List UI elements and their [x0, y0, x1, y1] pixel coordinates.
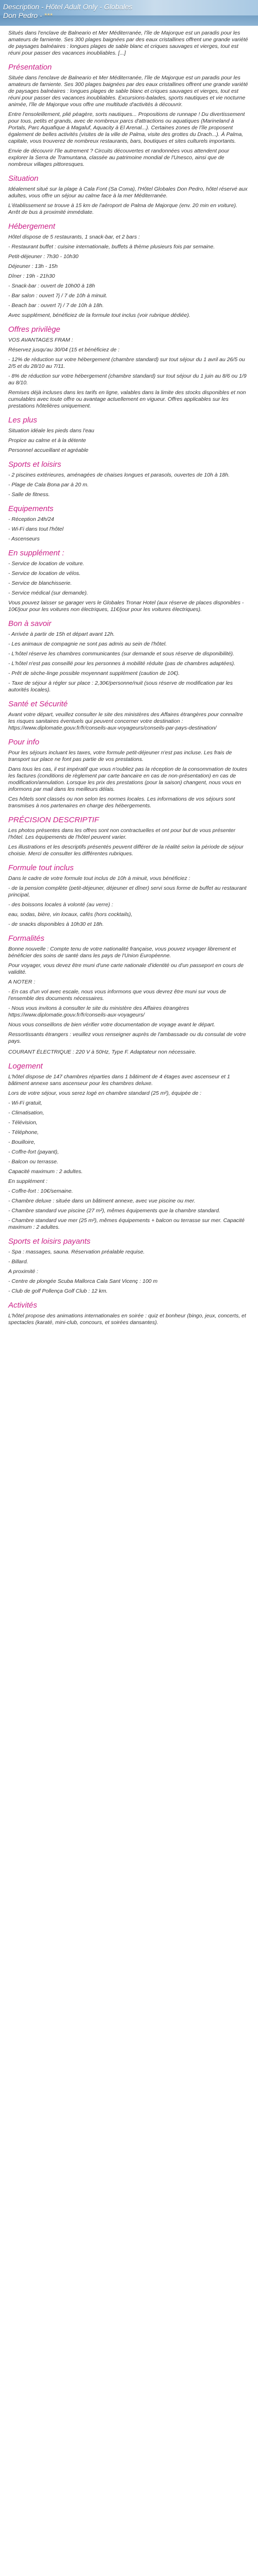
section-heading: PRÉCISION DESCRIPTIF [8, 816, 99, 824]
section-paragraph: - Les animaux de compagnie ne sont pas admis au sein de l'hôtel. [8, 641, 167, 647]
section-heading: Logement [8, 1062, 43, 1071]
section-plus [8, 416, 250, 454]
section-paragraph: Déjeuner : 13h - 15h [8, 263, 58, 269]
section-presentation [8, 63, 250, 168]
section-paragraph: Situation idéale les pieds dans l'eau [8, 428, 94, 434]
section-equipements [8, 504, 250, 543]
section-paragraph: Remises déjà incluses dans les tarifs en ligne, valables dans la limite des stocks disponibles et non cumulables avec toute offre ou avantage actuellement en vigueur. Offres applicables sur les prestations hôtelières uniquement. [8, 389, 246, 409]
section-formalites [8, 934, 250, 1045]
section-heading: En supplément : [8, 549, 64, 557]
section-paragraph: - 8% de réduction sur votre hébergement (chambre standard) sur tout séjour du 1 juin au 8/6 ou 1/9 au 8/10. [8, 373, 247, 386]
section-paragraph: - Télévision, [8, 1120, 38, 1126]
section-paragraph: - Beach bar : ouvert 7j / 7 de 10h à 18h. [8, 302, 104, 309]
section-paragraph: - Coffre-fort : 10€/semaine. [8, 1188, 73, 1194]
section-paragraph: Petit-déjeuner : 7h30 - 10h30 [8, 253, 79, 260]
section-paragraph: - Centre de plongée Scuba Mallorca Cala Sant Vicenç : 100 m [8, 1278, 158, 1284]
section-paragraph: - Prêt de sèche-linge possible moyennant supplément (caution de 10€). [8, 670, 180, 676]
section-paragraph: A proximité : [8, 1268, 38, 1275]
section-paragraph: Envie de découvrir l'île autrement ? Circuits découvertes et randonnées vous attendent pour explorer la Serra de Tramuntana, classée au patrimoine mondial de l'Unesco, ainsi que de nombreux villages pittoresques. [8, 148, 230, 167]
section-paragraph: VOS AVANTAGES FRAM : [8, 337, 73, 343]
section-paragraph: - Chambre standard vue piscine (27 m²), mêmes équipements que la chambre standard. [8, 1208, 220, 1214]
section-heading: Santé et Sécurité [8, 700, 68, 708]
hero-banner [0, 0, 258, 26]
hotel-title-line1: Description - Hôtel Adult Only - Globales [3, 3, 133, 11]
section-paragraph: Capacité maximum : 2 adultes. [8, 1168, 83, 1175]
section-paragraph: Ressortissants étrangers : veuillez vous renseigner auprès de l'ambassade ou du consulat de votre pays. [8, 1031, 246, 1044]
section-paragraph: Vous pouvez laisser se garager vers le Globales Tronar Hotel (aux réserve de places disponibles - 10€/jour pour les voitures non électriques, 11€/jour pour les voitures électriques). [8, 600, 244, 613]
section-paragraph: Les photos présentes dans les offres sont non contractuelles et ont pour but de vous présenter l'hôtel. Les équipements de l'hôtel peuvent varier. [8, 827, 236, 840]
section-paragraph: Idéalement situé sur la plage à Cala Font (Sa Coma), l'Hôtel Globales Don Pedro, hôtel réservé aux adultes, vous offre un séjour au calme face à la mer Méditerranée. [8, 186, 248, 199]
section-paragraph: Ces hôtels sont classés ou non selon les normes locales. Les informations de vos séjours sont transmises à nos partenaires en charge des hébergements. [8, 796, 235, 809]
section-paragraph: Réservez jusqu'au 30/04 (15 et bénéficiez de : [8, 347, 120, 353]
section-heading: Situation [8, 174, 39, 183]
section-paragraph: - L'hôtel n'est pas conseillé pour les personnes à mobilité réduite (pas de chambres adaptées). [8, 660, 236, 667]
section-activites [8, 1301, 250, 1326]
section-heading: Pour info [8, 738, 40, 747]
section-paragraph: - Nous vous invitons à consulter le site du ministère des Affaires étrangères https://www.diplomatie.gouv.fr/fr/conseils-aux-voyageurs/ [8, 1005, 189, 1018]
section-sports2 [8, 1237, 250, 1295]
section-paragraph: - Réception 24h/24 [8, 516, 54, 522]
intro-text: Situés dans l'enclave de Balneario et Mer Méditerranée, l'île de Majorque est un paradis pour les amateurs de farniente. Ses 300 plages baignées par des eaux cristallines offrent une grande variété de paysages balnéaires : longues plages de sable blanc et criques sauvages et vierges, tout est réuni pour passer des vacances inoubliables. [...] [8, 30, 248, 56]
section-paragraph: Hôtel dispose de 5 restaurants, 1 snack-bar, et 2 bars : [8, 234, 140, 240]
section-paragraph: - Climatisation, [8, 1110, 44, 1116]
section-paragraph: - Bar salon : ouvert 7j / 7 de 10h à minuit. [8, 293, 108, 299]
section-paragraph: - Service de location de voiture. [8, 561, 85, 567]
section-paragraph: - Wi-Fi gratuit, [8, 1100, 42, 1106]
section-pour-info [8, 738, 250, 809]
hotel-title [3, 3, 133, 20]
section-paragraph: COURANT ÉLECTRIQUE : 220 V à 50Hz, Type F. Adaptateur non nécessaire. [8, 1049, 197, 1055]
section-offres [8, 325, 250, 410]
section-paragraph: Entre l'ensoleillement, plié péagère, sorts nautiques... Propositions de runnape ! Du divertissement pour tous, petits et grands, avec de nombreux parcs d'attractions ou aquatiques (Marineland à Portals, Parc Aquafique à Magaluf, Aquacity à El Arenal...). Certaines zones de l'île proposent également de belles activités (visites de la ville de Palma, visite des grottes du Drach...). À Palma, capitale, vous trouverez de nombreux restaurants, bars, boutiques et sites culturels importants. [8, 111, 245, 144]
section-paragraph: A NOTER : [8, 979, 36, 985]
section-paragraph: - 12% de réduction sur votre hébergement (chambre standard) sur tout séjour du 1 avril au 26/5 ou 2/5 et du 28/10 au 7/11. [8, 357, 245, 369]
section-heading: Equipements [8, 504, 54, 513]
section-paragraph: Avec supplément, bénéficiez de la formule tout inclus (voir rubrique dédiée). [8, 312, 190, 318]
section-hebergement [8, 222, 250, 319]
section-heading: Sports et loisirs [8, 460, 61, 469]
section-sports [8, 460, 250, 498]
section-paragraph: - Billard. [8, 1259, 28, 1265]
section-paragraph: - Taxe de séjour à régler sur place : 2,30€/personne/nuit (sous réserve de modification par les autorités locales). [8, 680, 233, 693]
section-paragraph: - Chambre deluxe : située dans un bâtiment annexe, avec vue piscine ou mer. [8, 1198, 196, 1204]
section-paragraph: - Coffre-fort (payant), [8, 1149, 59, 1155]
section-paragraph: Les illustrations et les descriptifs présentés peuvent différer de la réalité selon la période de séjour choisie. Merci de consulter les différentes rubriques. [8, 844, 244, 857]
section-situation [8, 174, 250, 216]
section-paragraph: - Chambre standard vue mer (25 m²), mêmes équipements + balcon ou terrasse sur mer. Capacité maximum : 2 adultes. [8, 1217, 245, 1230]
section-formule [8, 863, 250, 928]
section-heading: Les plus [8, 416, 37, 425]
section-bon-a-savoir [8, 619, 250, 693]
section-paragraph: - des boissons locales à volonté (au verre) : [8, 902, 114, 908]
section-paragraph: - Plage de Cala Bona par à 20 m. [8, 482, 89, 488]
section-paragraph: Personnel accueillant et agréable [8, 447, 89, 453]
section-paragraph: - Restaurant buffet : cuisine internationale, buffets à thème plusieurs fois par semaine. [8, 244, 215, 250]
section-paragraph: - Service de blanchisserie. [8, 580, 72, 586]
section-paragraph: Pour les séjours incluant les taxes, votre formule petit-déjeuner n'est pas incluse. Les frais de transport sur place ne font pas partie de vos prestations. [8, 750, 232, 762]
section-paragraph: eau, sodas, bière, vin locaux, cafés (hors cocktails), [8, 911, 133, 918]
section-heading: Hébergement [8, 222, 55, 231]
section-paragraph: - Bouilloire, [8, 1139, 36, 1145]
section-paragraph: Nous vous conseillons de bien vérifier votre documentation de voyage avant le départ. [8, 1022, 215, 1028]
section-paragraph: - Snack-bar : ouvert de 10h00 à 18h [8, 283, 95, 289]
section-paragraph: - Balcon ou terrasse. [8, 1159, 58, 1165]
section-paragraph: - Arrivée à partir de 15h et départ avant 12h. [8, 631, 115, 637]
hotel-name-suffix: Don Pedro - [3, 11, 44, 20]
section-paragraph: - Salle de fitness. [8, 492, 50, 498]
section-paragraph: L'établissement se trouve à 15 km de l'aéroport de Palma de Majorque (env. 20 min en voiture). Arrêt de bus à proximité immédiate. [8, 202, 237, 215]
section-heading: Formule tout inclus [8, 863, 74, 872]
section-paragraph: - Club de golf Pollença Golf Club : 12 km. [8, 1288, 108, 1294]
section-paragraph: - Service médical (sur demande). [8, 590, 88, 596]
hotel-stars: *** [44, 11, 53, 20]
section-paragraph: - L'hôtel réserve les chambres communicantes (sur demande et sous réserve de disponibilité). [8, 651, 234, 657]
section-paragraph: - Téléphone, [8, 1129, 39, 1136]
section-sante [8, 700, 250, 732]
section-paragraph: Bonne nouvelle : Compte tenu de votre nationalité française, vous pouvez voyager librement et bénéficier des soins de santé dans les pays de l'Union Européenne. [8, 946, 236, 959]
section-heading: Bon à savoir [8, 619, 52, 628]
section-heading: Activités [8, 1301, 37, 1310]
hotel-title-line2 [3, 11, 133, 20]
section-paragraph: Avant votre départ, veuillez consulter le site des ministères des Affaires étrangères pour connaître les risques sanitaires éventuels qui peuvent concerner votre destination : https://www.diplomatie.gouv.fr/fr/conseils-aux-voyageurs/conseils-par-pays-destination/ [8, 711, 243, 731]
section-paragraph: - En cas d'un vol avec escale, nous vous informons que vous devrez être muni sur vous de l'ensemble des documents nécessaires. [8, 989, 227, 1002]
section-heading: Formalités [8, 934, 45, 943]
section-paragraph: Située dans l'enclave de Balneario et Mer Méditerranée, l'île de Majorque est un paradis pour les amateurs de farniente. Ses 300 plages baignées par des eaux cristallines offrent une grande variété de paysages balnéaires : longues plages de sable blanc et criques sauvages et vierges, tout est réuni pour passer des vacances inoubliables. Excursions-balades, sports nautiques et vie nocturne animée, l'île de Majorque vous offre une multitude d'activités à découvrir. [8, 75, 248, 108]
section-paragraph: Pour voyager, vous devez être muni d'une carte nationale d'identité ou d'un passeport en cours de validité. [8, 962, 244, 975]
section-heading: Présentation [8, 63, 52, 72]
section-heading: Sports et loisirs payants [8, 1237, 91, 1246]
section-paragraph: Propice au calme et à la détente [8, 437, 86, 444]
section-paragraph: - Ascenseurs [8, 536, 40, 542]
section-paragraph: Lors de votre séjour, vous serez logé en chambre standard (25 m²), équipée de : [8, 1090, 202, 1096]
section-paragraph: Dîner : 19h - 21h30 [8, 273, 55, 279]
section-heading: Offres privilège [8, 325, 60, 334]
sections-container [8, 63, 250, 1326]
section-paragraph: - 2 piscines extérieures, aménagées de chaises longues et parasols, ouvertes de 10h à 18h. [8, 472, 230, 478]
section-paragraph: Dans tous les cas, il est impératif que vous n'oubliez pas la réception de la consommation de toutes les factures (conditions de règlement par carte bancaire en cas de non-présentation) en cas de modification/annulation. Lorsque les prix des prestations (pour la saison) changent, nous vous en informons par mail dans les meilleurs délais. [8, 766, 248, 792]
section-paragraph: En supplément : [8, 1178, 47, 1184]
page-content [0, 26, 258, 1326]
section-paragraph: - Wi-Fi dans tout l'hôtel [8, 526, 63, 532]
section-paragraph: - Service de location de vélos. [8, 570, 81, 577]
section-precision [8, 816, 250, 857]
section-paragraph: - Spa : massages, sauna. Réservation préalable requise. [8, 1249, 145, 1255]
section-logement [8, 1062, 250, 1231]
section-en-supplement [8, 549, 250, 613]
section-paragraph: - de la pension complète (petit-déjeuner, déjeuner et dîner) servi sous forme de buffet au restaurant principal, [8, 885, 247, 898]
section-courant [8, 1049, 250, 1056]
section-paragraph: L'hôtel dispose de 147 chambres réparties dans 1 bâtiment de 4 étages avec ascenseur et 1 bâtiment annexe sans ascenseur pour les chambres deluxe. [8, 1074, 230, 1087]
section-paragraph: L'hôtel propose des animations internationales en soirée : quiz et bonheur (bingo, jeux, concerts, et spectacles (karaté, mini-club, concours, et soirées dansantes). [8, 1313, 246, 1326]
section-paragraph: Dans le cadre de votre formule tout inclus de 10h à minuit, vous bénéficiez : [8, 875, 190, 882]
section-paragraph: - de snacks disponibles à 10h30 et 18h. [8, 921, 104, 927]
